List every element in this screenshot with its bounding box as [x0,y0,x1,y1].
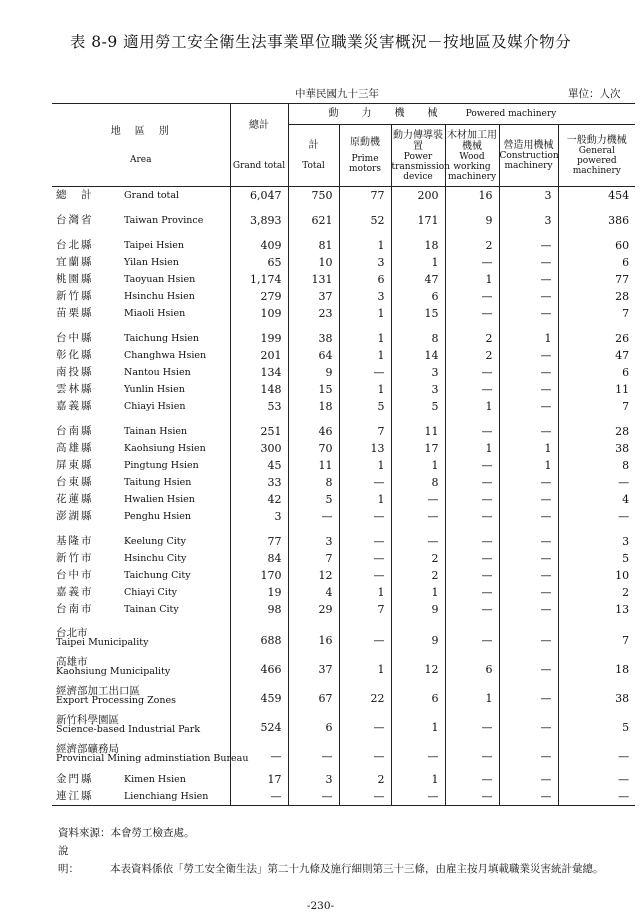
cell-value: 3,893 [230,212,288,229]
table-row [52,713,635,742]
table-title: 表 8-9 適用勞工安全衛生法事業單位職業災害概況－按地區及媒介物分 [69,33,572,51]
region-label: 雲林縣 Yunlin Hsien [56,383,185,395]
table-row [52,288,635,305]
cell-value: 8 [391,330,445,347]
cell-value: — [499,788,558,806]
cell-value: 5 [288,491,339,508]
cell-value: 18 [391,237,445,254]
cell-value: 2 [339,771,391,788]
cell-value: 6 [391,684,445,713]
cell-value: 19 [230,584,288,601]
cell-value: — [339,533,391,550]
table-row [52,187,635,205]
cell-value: 1 [499,440,558,457]
cell-value: — [558,742,635,771]
spacer-row [52,229,635,237]
period-label: 中華民國九十三年 [295,88,379,100]
cell-value: — [445,584,499,601]
table-row [52,457,635,474]
cell-value: 3 [230,508,288,525]
cell-value: 28 [558,288,635,305]
cell-value: — [445,381,499,398]
cell-value: 29 [288,601,339,618]
cell-value: 3 [391,381,445,398]
cell-value: 37 [288,655,339,684]
cell-value: 7 [339,423,391,440]
cell-value: — [445,533,499,550]
col-header-power-transmission: 動力傳導裝置 Power transmission device [391,125,445,187]
table-row [52,381,635,398]
cell-value: 17 [391,440,445,457]
cell-value: — [499,655,558,684]
cell-value: 2 [391,567,445,584]
cell-value: 4 [558,491,635,508]
region-label: 花蓮縣 Hwalien Hsien [56,493,195,505]
cell-value: — [499,713,558,742]
spacer-row [52,204,635,212]
cell-value: — [499,271,558,288]
cell-value: — [499,474,558,491]
spacer-row [52,415,635,423]
cell-value: 52 [339,212,391,229]
source-note: 資料來源：本會勞工檢查處。 [58,827,195,839]
table-row [52,212,635,229]
table-row [52,491,635,508]
cell-value: 131 [288,271,339,288]
cell-value: 1 [339,305,391,322]
cell-value: — [391,533,445,550]
cell-value: 10 [288,254,339,271]
region-label: 屏東縣 Pingtung Hsien [56,459,199,471]
table-row [52,771,635,788]
cell-value: — [339,508,391,525]
cell-value: 171 [391,212,445,229]
cell-value: 4 [288,584,339,601]
cell-value: — [445,474,499,491]
region-label: 台灣省 Taiwan Province [56,214,204,226]
cell-value: 98 [230,601,288,618]
cell-value: 1 [499,457,558,474]
cell-value: 9 [445,212,499,229]
col-header-prime-motors: 原動機 Prime motors [339,125,391,187]
cell-value: 3 [288,771,339,788]
region-label: 嘉義縣 Chiayi Hsien [56,400,186,412]
region-label: 台南市 Tainan City [56,603,179,615]
cell-value: 750 [288,187,339,205]
cell-value: 8 [391,474,445,491]
region-label: 台北縣 Taipei Hsien [56,239,185,251]
cell-value: 1,174 [230,271,288,288]
cell-value: — [499,771,558,788]
cell-value: 13 [339,440,391,457]
cell-value: 28 [558,423,635,440]
cell-value: 16 [445,187,499,205]
cell-value: — [445,742,499,771]
cell-value: 84 [230,550,288,567]
table-row [52,423,635,440]
cell-value: 2 [445,347,499,364]
table-row [52,567,635,584]
table-row [52,474,635,491]
region-label: 桃園縣 Taoyuan Hsien [56,273,196,285]
cell-value: 3 [391,364,445,381]
table-row [52,305,635,322]
cell-value: 170 [230,567,288,584]
cell-value: 13 [558,601,635,618]
table-row [52,584,635,601]
cell-value: 3 [339,288,391,305]
cell-value: — [499,254,558,271]
cell-value: — [288,508,339,525]
cell-value: — [339,567,391,584]
cell-value: 409 [230,237,288,254]
cell-value: 466 [230,655,288,684]
region-label: 高雄市 Kaohsiung Municipality [56,656,171,677]
cell-value: 60 [558,237,635,254]
table-row [52,271,635,288]
cell-value: 47 [558,347,635,364]
cell-value: 8 [558,457,635,474]
cell-value: 47 [391,271,445,288]
col-header-general-powered: 一般動力機械 General powered machinery [558,125,635,187]
cell-value: 279 [230,288,288,305]
cell-value: 1 [339,584,391,601]
cell-value: 386 [558,212,635,229]
cell-value: 1 [339,491,391,508]
cell-value: 3 [288,533,339,550]
cell-value: — [499,533,558,550]
table-row [52,398,635,415]
cell-value: 109 [230,305,288,322]
cell-value: 7 [288,550,339,567]
cell-value: 9 [391,626,445,655]
cell-value: — [499,626,558,655]
cell-value: 65 [230,254,288,271]
cell-value: 45 [230,457,288,474]
cell-value: — [339,474,391,491]
cell-value: — [445,364,499,381]
cell-value: 200 [391,187,445,205]
cell-value: — [445,288,499,305]
cell-value: 7 [558,305,635,322]
cell-value: 1 [391,457,445,474]
cell-value: — [445,254,499,271]
cell-value: 251 [230,423,288,440]
table-row [52,237,635,254]
table-row [52,601,635,618]
cell-value: 64 [288,347,339,364]
cell-value: — [391,508,445,525]
cell-value: — [230,742,288,771]
cell-value: 524 [230,713,288,742]
cell-value: — [339,788,391,806]
cell-value: 6,047 [230,187,288,205]
cell-value: — [230,788,288,806]
cell-value: 7 [558,626,635,655]
cell-value: 37 [288,288,339,305]
table-row [52,254,635,271]
table-row [52,508,635,525]
cell-value: 2 [391,550,445,567]
cell-value: 38 [558,440,635,457]
cell-value: 38 [558,684,635,713]
cell-value: 1 [339,655,391,684]
cell-value: — [499,567,558,584]
cell-value: — [499,288,558,305]
cell-value: 3 [339,254,391,271]
page-number: -230- [306,900,335,912]
region-label: 高雄縣 Kaohsiung Hsien [56,442,206,454]
cell-value: — [288,788,339,806]
cell-value: — [558,771,635,788]
unit-label: 單位：人次 [568,88,621,100]
cell-value: 77 [339,187,391,205]
region-label: 嘉義市 Chiayi City [56,586,178,598]
cell-value: 17 [230,771,288,788]
region-label: 台東縣 Taitung Hsien [56,476,192,488]
cell-value: 11 [558,381,635,398]
region-label: 經濟部礦務局 Provincial Mining adminstiation Bureau [56,743,249,764]
region-label: 總 計 Grand total [56,189,180,201]
cell-value: 14 [391,347,445,364]
cell-value: — [339,713,391,742]
cell-value: — [445,508,499,525]
cell-value: — [558,474,635,491]
cell-value: — [499,237,558,254]
grand-total-header: 總計 Grand total [230,104,288,187]
cell-value: 15 [288,381,339,398]
cell-value: — [339,550,391,567]
spacer-row [52,322,635,330]
region-label: 南投縣 Nantou Hsien [56,366,191,378]
cell-value: 1 [499,330,558,347]
cell-value: 148 [230,381,288,398]
cell-value: — [499,584,558,601]
cell-value: 7 [558,398,635,415]
cell-value: — [499,742,558,771]
cell-value: 5 [558,713,635,742]
cell-value: 67 [288,684,339,713]
cell-value: 1 [391,584,445,601]
cell-value: 70 [288,440,339,457]
table-row [52,788,635,806]
cell-value: 6 [288,713,339,742]
table-row [52,742,635,771]
cell-value: — [499,347,558,364]
table-row [52,347,635,364]
cell-value: 46 [288,423,339,440]
cell-value: 6 [558,364,635,381]
cell-value: 5 [391,398,445,415]
cell-value: 5 [558,550,635,567]
cell-value: — [499,398,558,415]
statistics-table [52,103,635,806]
cell-value: — [499,381,558,398]
table-row [52,655,635,684]
region-label: 彰化縣 Changhwa Hsien [56,349,207,361]
cell-value: 1 [445,271,499,288]
region-label: 經濟部加工出口區 Export Processing Zones [56,685,177,706]
table-body [52,187,635,806]
cell-value: 3 [499,212,558,229]
cell-value: 1 [391,771,445,788]
cell-value: 3 [499,187,558,205]
region-label: 澎湖縣 Penghu Hsien [56,510,191,522]
cell-value: 18 [288,398,339,415]
cell-value: 300 [230,440,288,457]
cell-value: 12 [288,567,339,584]
region-label: 台北市 Taipei Municipality [56,627,149,648]
cell-value: 18 [558,655,635,684]
cell-value: 11 [288,457,339,474]
cell-value: 10 [558,567,635,584]
cell-value: — [499,491,558,508]
cell-value: — [339,742,391,771]
cell-value: 2 [445,237,499,254]
cell-value: — [445,626,499,655]
cell-value: 621 [288,212,339,229]
cell-value: 2 [445,330,499,347]
region-label: 新竹縣 Hsinchu Hsien [56,290,195,302]
cell-value: 1 [339,347,391,364]
cell-value: 7 [339,601,391,618]
cell-value: 6 [391,288,445,305]
cell-value: — [445,491,499,508]
cell-value: 53 [230,398,288,415]
cell-value: 77 [558,271,635,288]
cell-value: — [391,491,445,508]
cell-value: — [499,684,558,713]
cell-value: — [445,550,499,567]
cell-value: 6 [339,271,391,288]
cell-value: — [445,305,499,322]
cell-value: — [445,601,499,618]
table-row [52,684,635,713]
region-label: 台中市 Taichung City [56,569,191,581]
region-label: 台南縣 Tainan Hsien [56,425,188,437]
powered-machinery-header: 動 力 機 械 Powered machinery [288,104,635,125]
cell-value: 454 [558,187,635,205]
table-row [52,330,635,347]
region-label: 宜蘭縣 Yilan Hsien [56,256,179,268]
cell-value: 1 [339,381,391,398]
explanation-note: 說 明： 本表資料係依「勞工安全衛生法」第二十九條及施行細則第三十三條，由雇主按月填載職業災害統計彙總。 [58,845,604,875]
cell-value: 38 [288,330,339,347]
cell-value: — [445,567,499,584]
cell-value: 23 [288,305,339,322]
cell-value: 134 [230,364,288,381]
footnotes [58,824,604,878]
cell-value: — [445,423,499,440]
cell-value: — [499,305,558,322]
cell-value: — [445,788,499,806]
cell-value: 1 [391,254,445,271]
cell-value: 459 [230,684,288,713]
cell-value: — [499,364,558,381]
cell-value: 5 [339,398,391,415]
table-row [52,440,635,457]
cell-value: 199 [230,330,288,347]
col-header-total: 計 Total [288,125,339,187]
cell-value: 12 [391,655,445,684]
cell-value: 1 [391,713,445,742]
cell-value: — [288,742,339,771]
cell-value: 3 [558,533,635,550]
region-label: 台中縣 Taichung Hsien [56,332,200,344]
cell-value: 1 [339,457,391,474]
cell-value: — [391,788,445,806]
table-row [52,550,635,567]
region-label: 金門縣 Kimen Hsien [56,773,186,785]
cell-value: 15 [391,305,445,322]
cell-value: — [499,508,558,525]
region-label: 新竹科學園區 Science-based Industrial Park [56,714,201,735]
spacer-row [52,618,635,626]
cell-value: — [499,550,558,567]
cell-value: 26 [558,330,635,347]
cell-value: 11 [391,423,445,440]
table-row [52,626,635,655]
region-header: 地 區 別 Area [52,104,230,187]
table-row [52,364,635,381]
spacer-row [52,525,635,533]
cell-value: 1 [339,330,391,347]
cell-value: — [445,713,499,742]
cell-value: 6 [558,254,635,271]
col-header-wood-working: 木材加工用機械 Wood working machinery [445,125,499,187]
cell-value: 81 [288,237,339,254]
region-label: 苗栗縣 Miaoli Hsien [56,307,186,319]
region-label: 基隆市 Keelung City [56,535,186,547]
table-row [52,533,635,550]
cell-value: — [391,742,445,771]
col-header-construction: 營造用機械 Construction machinery [499,125,558,187]
cell-value: 1 [445,440,499,457]
cell-value: — [558,788,635,806]
cell-value: 33 [230,474,288,491]
cell-value: 42 [230,491,288,508]
cell-value: — [499,423,558,440]
cell-value: 1 [445,684,499,713]
cell-value: 8 [288,474,339,491]
cell-value: 77 [230,533,288,550]
region-label: 新竹市 Hsinchu City [56,552,187,564]
cell-value: — [558,508,635,525]
cell-value: — [499,601,558,618]
cell-value: — [445,457,499,474]
region-label: 連江縣 Lienchiang Hsien [52,788,230,806]
cell-value: — [445,771,499,788]
cell-value: 9 [391,601,445,618]
cell-value: — [339,626,391,655]
cell-value: 688 [230,626,288,655]
cell-value: — [339,364,391,381]
cell-value: 1 [339,237,391,254]
cell-value: 201 [230,347,288,364]
cell-value: 2 [558,584,635,601]
cell-value: 1 [445,398,499,415]
cell-value: 16 [288,626,339,655]
cell-value: 9 [288,364,339,381]
cell-value: 22 [339,684,391,713]
cell-value: 6 [445,655,499,684]
